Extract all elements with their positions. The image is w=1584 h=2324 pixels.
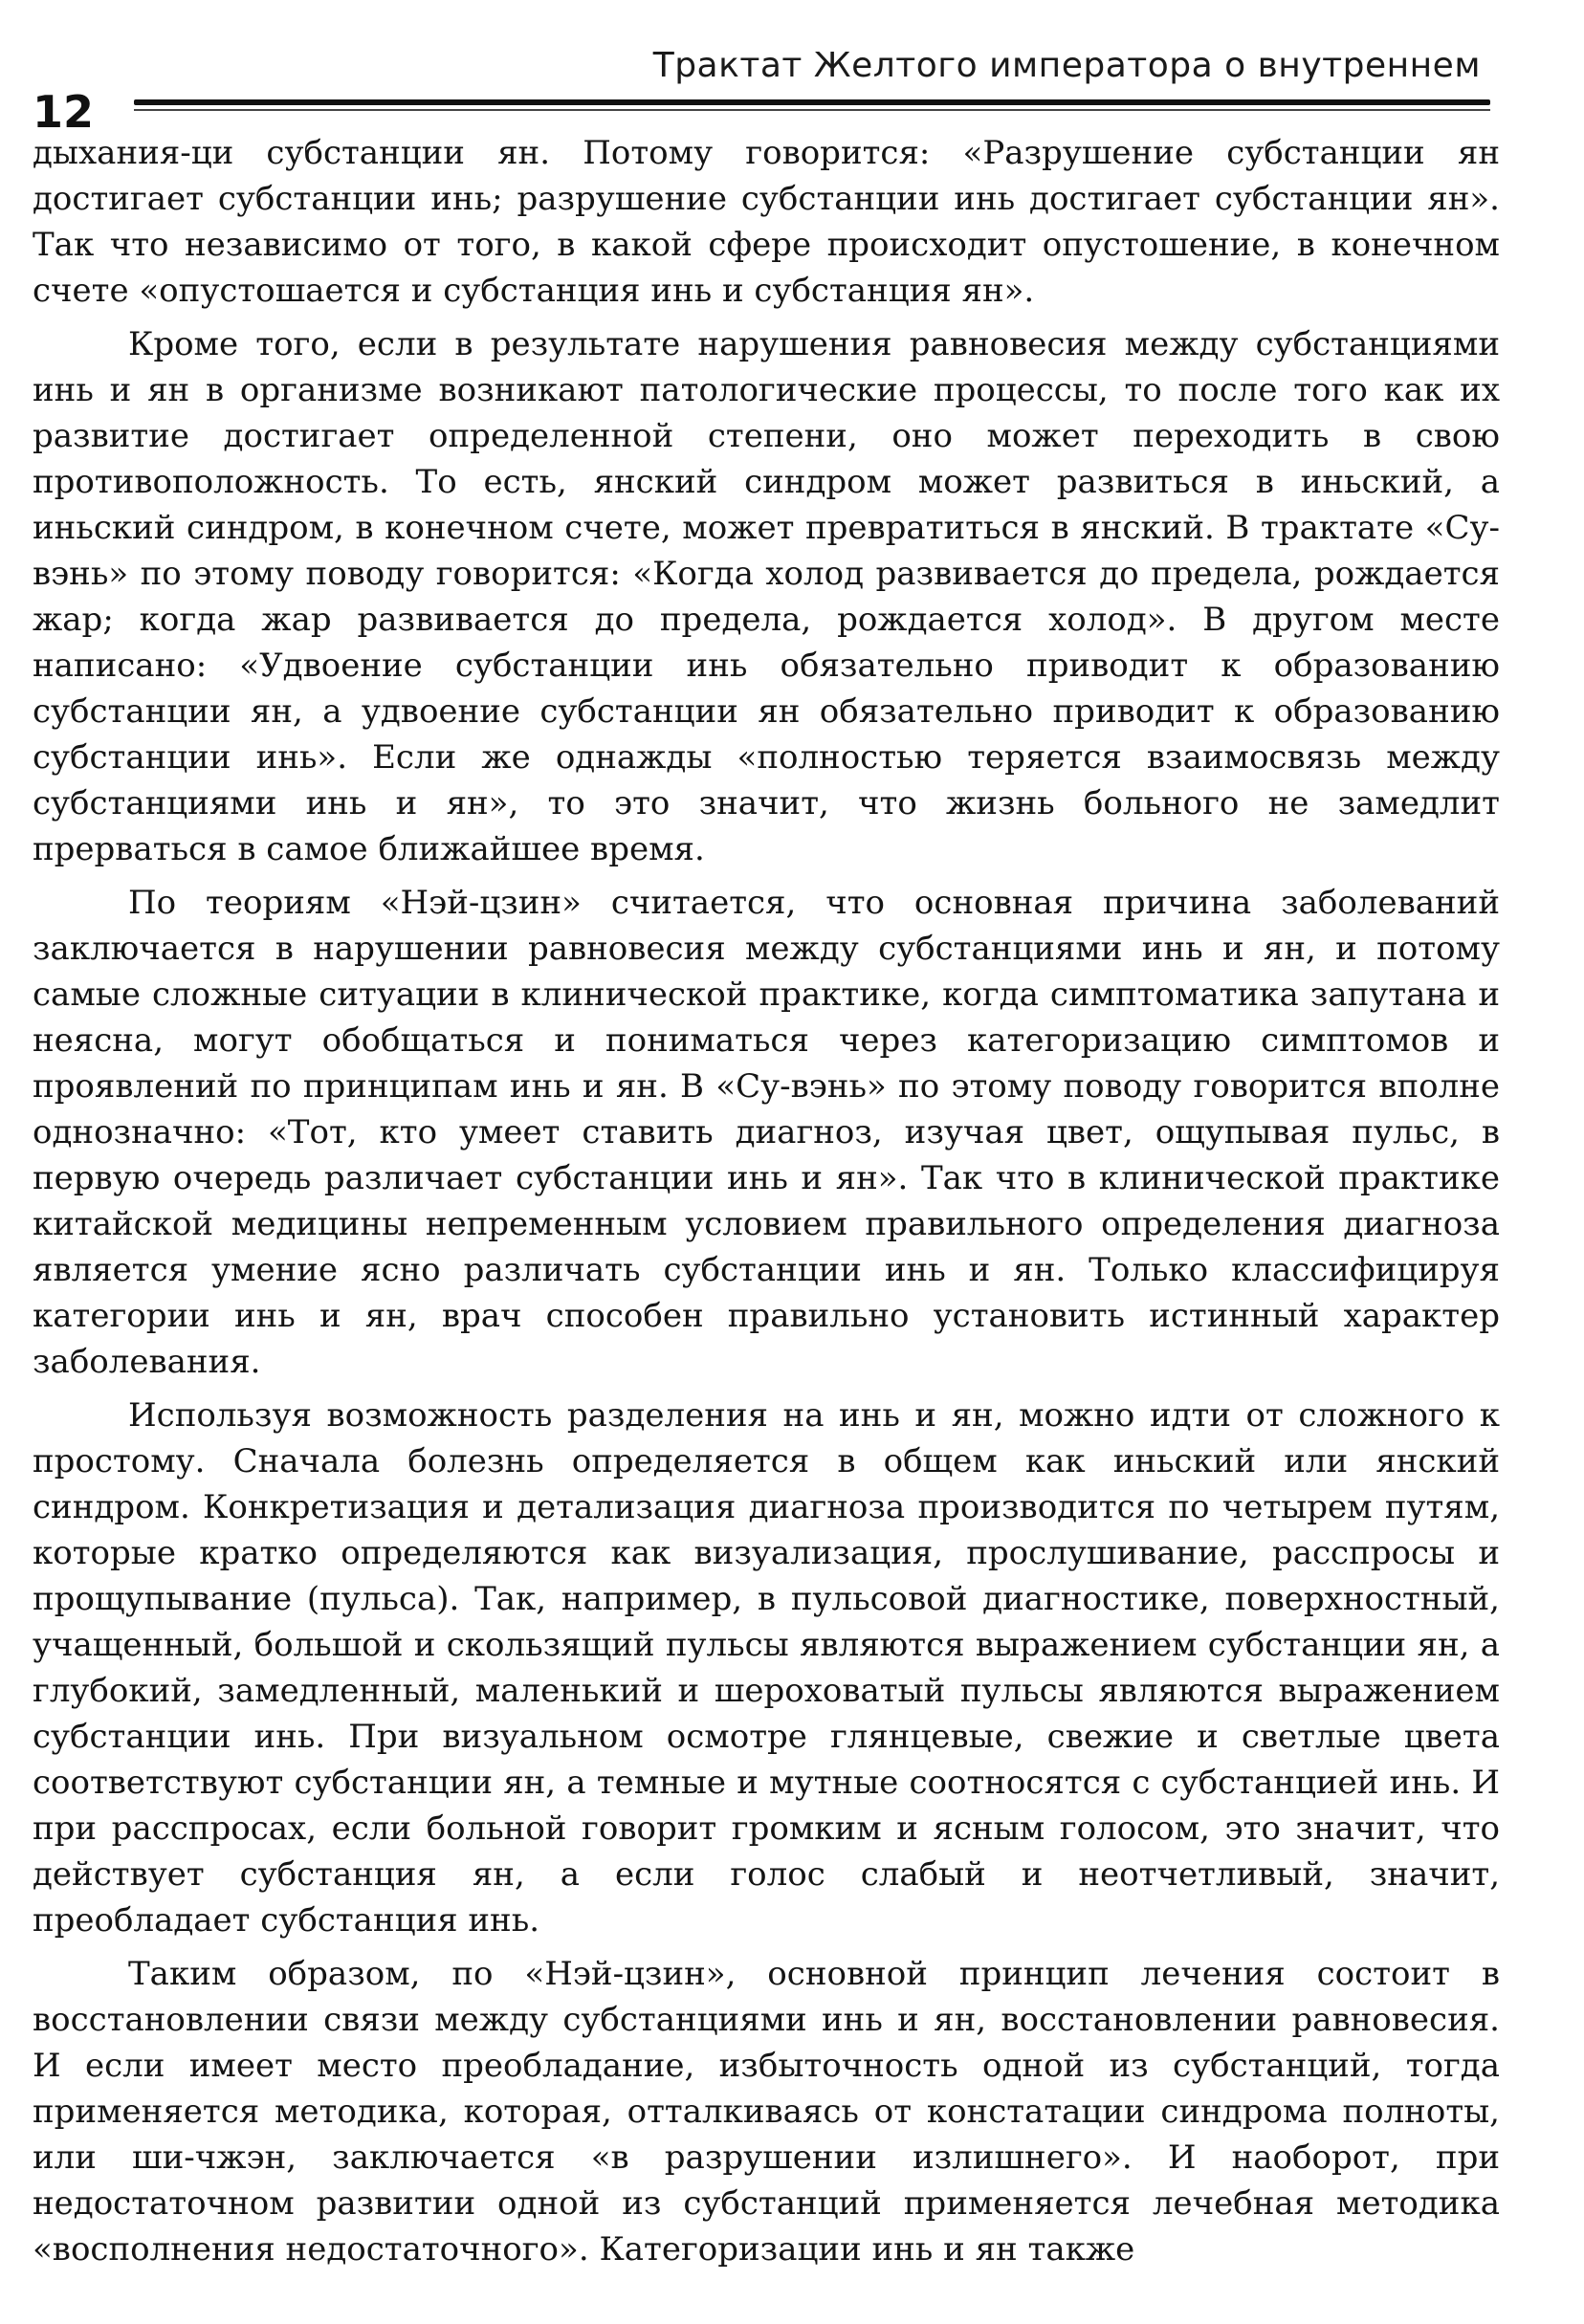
- paragraph: По теориям «Нэй-цзин» считается, что основная причина заболеваний заключается в нарушении равновесия между субстанциями инь и ян, и потому самые сложные ситуации в клинической практике, когда симптоматика запутана и неясна, могут обобщаться и пониматься через категоризацию симптомов и проявлений по принципам инь и ян. В «Су-вэнь» по этому поводу говорится вполне однозначно: «Тот, кто умеет ставить диагноз, изучая цвет, ощупывая пульс, в первую очередь различает субстанции инь и ян». Так что в клинической практике китайской медицины непременным условием правильного определения диагноза является умение ясно различать субстанции инь и ян. Только классифицируя категории инь и ян, врач способен правильно установить истинный характер заболевания.: [33, 884, 1500, 1381]
- page-header: [0, 0, 1584, 139]
- paragraph: дыхания-ци субстанции ян. Потому говорится: «Разрушение субстанции ян достигает субстанции инь; разрушение субстанции инь достигает субстанции ян». Так что независимо от того, в какой сфере происходит опустошение, в конечном счете «опустошается и субстанция инь и субстанция ян».: [33, 134, 1500, 310]
- paragraph: Таким образом, по «Нэй-цзин», основной принцип лечения состоит в восстановлении связи между субстанциями инь и ян, восстановлении равновесия. И если имеет место преобладание, избыточность одной из субстанций, тогда применяется методика, которая, отталкиваясь от констатации синдрома полноты, или ши-чжэн, заключается «в разрушении излишнего». И наоборот, при недостаточном развитии одной из субстанций применяется лечебная методика «восполнения недостаточного». Категоризации инь и ян также: [33, 1955, 1500, 2269]
- page-number: 12: [33, 86, 95, 138]
- header-rule: [134, 99, 1490, 105]
- header-rule-thin: [134, 109, 1490, 111]
- page-body: [33, 130, 1500, 2272]
- paragraph: Кроме того, если в результате нарушения равновесия между субстанциями инь и ян в организме возникают патологические процессы, то после того как их развитие достигает определенной степени, оно может переходить в свою противоположность. То есть, янский синдром может развиться в иньский, а иньский синдром, в конечном счете, может превратиться в янский. В трактате «Су-вэнь» по этому поводу говорится: «Когда холод развивается до предела, рождается жар; когда жар развивается до предела, рождается холод». В другом месте написано: «Удвоение субстанции инь обязательно приводит к образованию субстанции ян, а удвоение субстанции ян обязательно приводит к образованию субстанции инь». Если же однажды «полностью теряется взаимосвязь между субстанциями инь и ян», то это значит, что жизнь больного не замедлит прерваться в самое ближайшее время.: [33, 325, 1500, 868]
- paragraph: Используя возможность разделения на инь и ян, можно идти от сложного к простому. Сначала болезнь определяется в общем как иньский или янский синдром. Конкретизация и детализация диагноза производится по четырем путям, которые кратко определяются как визуализация, прослушивание, расспросы и прощупывание (пульса). Так, например, в пульсовой диагностике, поверхностный, учащенный, большой и скользящий пульсы являются выражением субстанции ян, а глубокий, замедленный, маленький и шероховатый пульсы являются выражением субстанции инь. При визуальном осмотре глянцевые, свежие и светлые цвета соответствуют субстанции ян, а темные и мутные соотносятся с субстанцией инь. И при расспросах, если больной говорит громким и ясным голосом, это значит, что действует субстанция ян, а если голос слабый и неотчетливый, значит, преобладает субстанция инь.: [33, 1396, 1500, 1940]
- running-title: Трактат Желтого императора о внутреннем: [652, 46, 1481, 85]
